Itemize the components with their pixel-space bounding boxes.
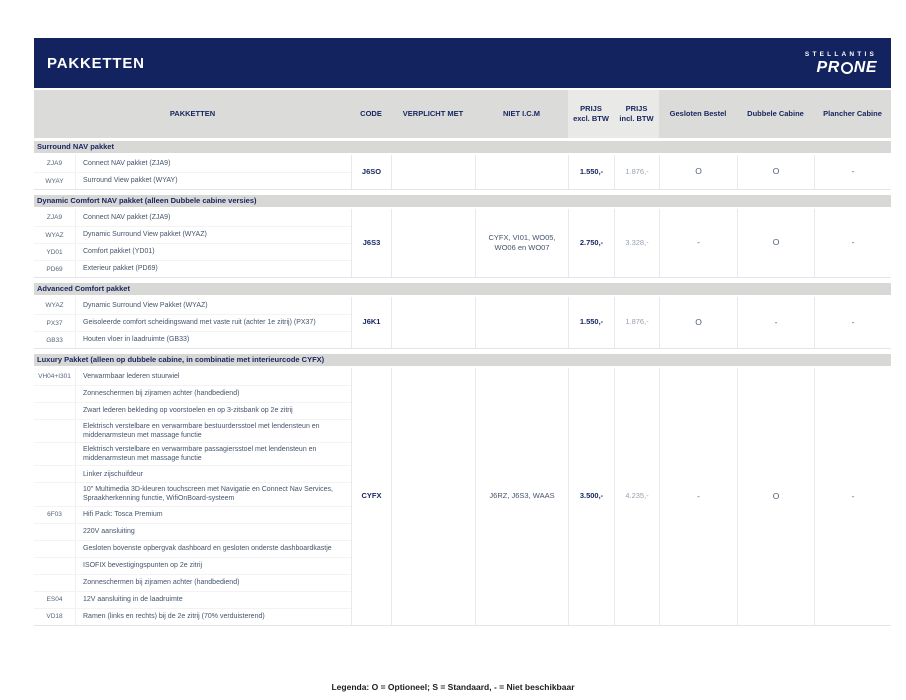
- option-description: Zwart lederen bekleding op voorstoelen en op 3-zitsbank op 2e zitrij: [75, 403, 351, 419]
- section-items: [34, 209, 351, 277]
- section-dynamic-comfort-nav-pakket: [34, 195, 891, 278]
- plancher-cabine-cell: -: [814, 368, 891, 625]
- table-row: [34, 155, 351, 172]
- logo-text-right: NE: [853, 58, 877, 76]
- stellantis-brand-text: STELLANTIS: [804, 50, 877, 58]
- verplicht-met-cell: [391, 368, 475, 625]
- option-code: [34, 472, 75, 476]
- title-bar: [34, 38, 891, 88]
- table-row: [34, 482, 351, 505]
- option-description: Dynamic Surround View pakket (WYAZ): [75, 227, 351, 243]
- option-code: YD01: [46, 248, 63, 256]
- section-advanced-comfort-pakket: [34, 283, 891, 349]
- section-items: [34, 297, 351, 348]
- table-row: [34, 557, 351, 574]
- section-luxury-pakket: [34, 354, 891, 626]
- table-row: [34, 172, 351, 189]
- option-code: WYAZ: [45, 231, 64, 239]
- table-row: [34, 442, 351, 465]
- section-title: Dynamic Comfort NAV pakket (alleen Dubbele cabine versies): [34, 195, 891, 207]
- header-plancher-cabine: Plancher Cabine: [823, 108, 882, 118]
- table-header-row: [34, 90, 891, 138]
- option-description: Comfort pakket (YD01): [75, 244, 351, 260]
- option-code: [34, 492, 75, 496]
- option-description: Geisoleerde comfort scheidingswand met vaste ruit (achter 1e zitrij) (PX37): [75, 315, 351, 331]
- section-body: [34, 155, 891, 190]
- prijs-incl-cell: 3.328,-: [614, 209, 659, 277]
- section-items: [34, 155, 351, 189]
- table-row: [34, 260, 351, 277]
- pakketten-document: [34, 38, 891, 626]
- header-gesloten-bestel: Gesloten Bestel: [669, 108, 727, 118]
- plancher-cabine-cell: -: [814, 209, 891, 277]
- header-pakketten: PAKKETTEN: [169, 108, 216, 118]
- option-code: PX37: [46, 319, 63, 327]
- table-row: [34, 574, 351, 591]
- option-description: Elektrisch verstelbare en verwarmbare passagiersstoel met lendensteun en middenarmsteun met massage functie: [75, 443, 351, 465]
- table-row: [34, 331, 351, 348]
- pack-code-cell: J6S3: [351, 209, 391, 277]
- header-code: CODE: [360, 108, 382, 118]
- niet-icm-cell: CYFX, VI01, WO05, WO06 en WO07: [475, 209, 568, 277]
- section-surround-nav-pakket: [34, 141, 891, 190]
- header-prijs-incl-btw: [614, 90, 659, 138]
- option-description: Dynamic Surround View Pakket (WYAZ): [75, 297, 351, 314]
- gesloten-bestel-cell: O: [659, 297, 737, 348]
- option-description: 10" Multimedia 3D-kleuren touchscreen met Navigatie en Connect Nav Services, Spraakherkenning functie, WifiOnBoard-systeem: [75, 483, 351, 505]
- table-row: [34, 226, 351, 243]
- gesloten-bestel-cell: O: [659, 155, 737, 189]
- table-row: [34, 368, 351, 385]
- header-prijs-excl-btw: [568, 90, 614, 138]
- option-description: Surround View pakket (WYAY): [75, 173, 351, 189]
- option-code: ZJA9: [46, 214, 63, 221]
- prijs-excl-cell: 1.550,-: [568, 297, 614, 348]
- legend-text: Legenda: O = Optioneel; S = Standaard, - = Niet beschikbaar: [331, 682, 575, 692]
- verplicht-met-cell: [391, 297, 475, 348]
- option-code: [34, 429, 75, 433]
- option-description: ISOFIX bevestigingspunten op 2e zitrij: [75, 558, 351, 574]
- header-niet-icm: NIET I.C.M: [502, 108, 541, 118]
- option-code: VD18: [46, 613, 63, 621]
- pack-code-cell: CYFX: [351, 368, 391, 625]
- option-code: [34, 547, 75, 551]
- stellantis-pro-one-logo: [805, 51, 877, 76]
- table-row: [34, 465, 351, 482]
- option-description: Connect NAV pakket (ZJA9): [75, 209, 351, 226]
- prijs-incl-cell: 1.876,-: [614, 155, 659, 189]
- option-description: Gesloten bovenste opbergvak dashboard en gesloten onderste dashboardkastje: [75, 541, 351, 557]
- option-description: Elektrisch verstelbare en verwarmbare bestuurdersstoel met lendensteun en middenarmsteun met massage functie: [75, 420, 351, 442]
- plancher-cabine-cell: -: [814, 297, 891, 348]
- prijs-incl-cell: 4.235,-: [614, 368, 659, 625]
- gesloten-bestel-cell: -: [659, 368, 737, 625]
- option-code: 6F03: [47, 511, 62, 519]
- section-items: [34, 368, 351, 625]
- header-prijs-incl-line2: incl. BTW: [619, 114, 654, 123]
- niet-icm-cell: [475, 297, 568, 348]
- option-description: Ramen (links en rechts) bij de 2e zitrij (70% verduisterend): [75, 609, 351, 625]
- pack-code-cell: J6SO: [351, 155, 391, 189]
- section-title: Luxury Pakket (alleen op dubbele cabine, in combinatie met interieurcode CYFX): [34, 354, 891, 366]
- logo-o-ring-icon: [841, 62, 853, 74]
- option-description: Exterieur pakket (PD69): [75, 261, 351, 277]
- header-prijs-excl-line2: excl. BTW: [573, 114, 609, 123]
- table-row: [34, 209, 351, 226]
- option-code: ES04: [46, 596, 63, 604]
- prijs-excl-cell: 2.750,-: [568, 209, 614, 277]
- option-code: GB33: [46, 336, 63, 344]
- table-row: [34, 297, 351, 314]
- dubbele-cabine-cell: -: [737, 297, 814, 348]
- section-body: [34, 368, 891, 626]
- table-row: [34, 523, 351, 540]
- verplicht-met-cell: [391, 155, 475, 189]
- gesloten-bestel-cell: -: [659, 209, 737, 277]
- section-body: [34, 297, 891, 349]
- section-body: [34, 209, 891, 278]
- section-title: Surround NAV pakket: [34, 141, 891, 153]
- option-description: Linker zijschuifdeur: [75, 466, 351, 482]
- option-code: [34, 452, 75, 456]
- header-verplicht-met: VERPLICHT MET: [402, 108, 464, 118]
- table-row: [34, 385, 351, 402]
- prijs-incl-cell: 1.876,-: [614, 297, 659, 348]
- option-code: WYAZ: [45, 302, 64, 309]
- option-description: Verwarmbaar lederen stuurwiel: [75, 368, 351, 385]
- table-row: [34, 608, 351, 625]
- plancher-cabine-cell: -: [814, 155, 891, 189]
- option-description: Zonneschermen bij zijramen achter (handbediend): [75, 386, 351, 402]
- prijs-excl-cell: 1.550,-: [568, 155, 614, 189]
- table-row: [34, 419, 351, 442]
- table-row: [34, 591, 351, 608]
- option-code: [34, 409, 75, 413]
- table-row: [34, 314, 351, 331]
- option-code: VH04+I301: [38, 373, 71, 380]
- option-description: Zonneschermen bij zijramen achter (handbediend): [75, 575, 351, 591]
- option-description: Houten vloer in laadruimte (GB33): [75, 332, 351, 348]
- option-code: [34, 392, 75, 396]
- table-row: [34, 540, 351, 557]
- page-title: PAKKETTEN: [47, 54, 145, 72]
- logo-text-left: PR: [816, 58, 840, 76]
- dubbele-cabine-cell: O: [737, 209, 814, 277]
- dubbele-cabine-cell: O: [737, 155, 814, 189]
- niet-icm-cell: J6RZ, J6S3, WAAS: [475, 368, 568, 625]
- niet-icm-cell: [475, 155, 568, 189]
- header-dubbele-cabine: Dubbele Cabine: [747, 108, 804, 118]
- option-code: WYAY: [45, 177, 64, 185]
- option-description: Connect NAV pakket (ZJA9): [75, 155, 351, 172]
- option-code: [34, 530, 75, 534]
- header-prijs-incl-line1: PRIJS: [625, 103, 648, 113]
- table-row: [34, 506, 351, 523]
- table-row: [34, 402, 351, 419]
- option-code: ZJA9: [46, 160, 63, 167]
- section-title: Advanced Comfort pakket: [34, 283, 891, 295]
- dubbele-cabine-cell: O: [737, 368, 814, 625]
- option-description: Hifi Pack: Tosca Premium: [75, 507, 351, 523]
- option-code: PD69: [46, 265, 63, 273]
- verplicht-met-cell: [391, 209, 475, 277]
- option-code: [34, 564, 75, 568]
- option-code: [34, 581, 75, 585]
- pack-code-cell: J6K1: [351, 297, 391, 348]
- option-description: 220V aansluiting: [75, 524, 351, 540]
- header-prijs-excl-line1: PRIJS: [580, 103, 602, 113]
- pro-one-logotype: [805, 60, 877, 76]
- option-description: 12V aansluiting in de laadruimte: [75, 592, 351, 608]
- table-row: [34, 243, 351, 260]
- prijs-excl-cell: 3.500,-: [568, 368, 614, 625]
